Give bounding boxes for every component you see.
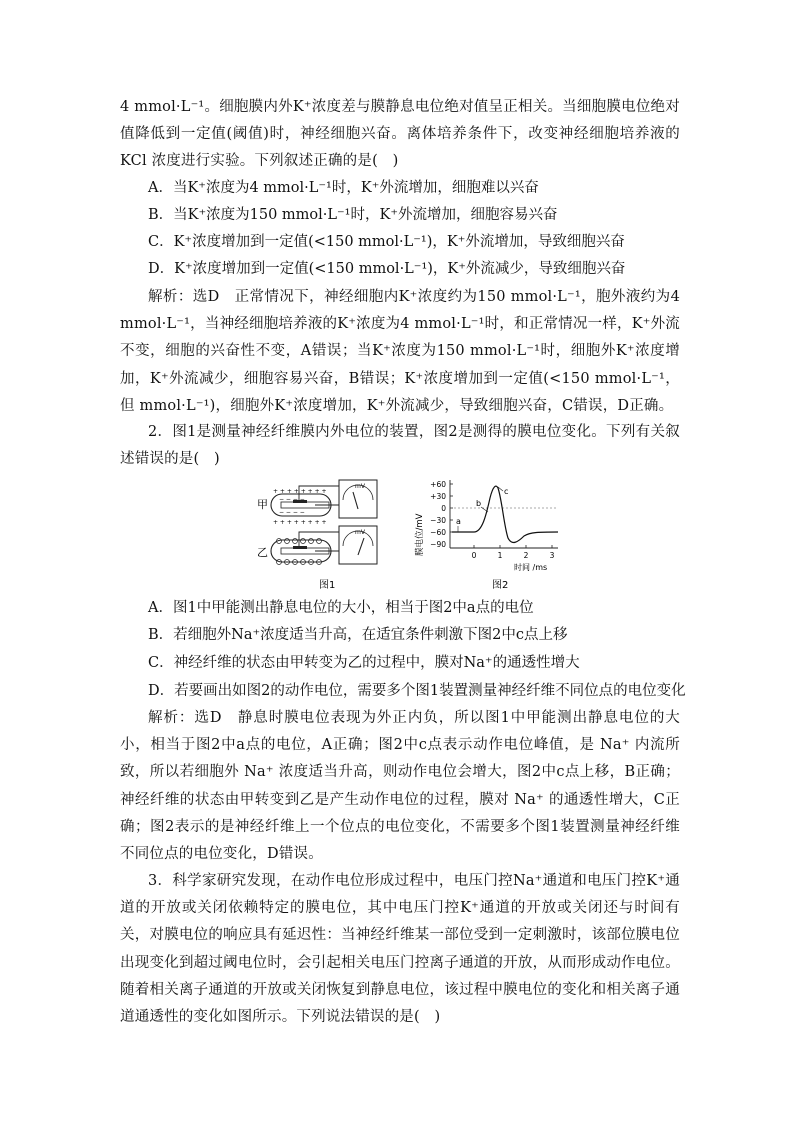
q2-option-a: A．图1中甲能测出静息电位的大小，相当于图2中a点的电位 [148,600,534,616]
fig2-point-b: b [476,499,482,508]
svg-text:− − − −: − − − − [279,509,305,516]
fig2-ylabel: 膜电位/mV [415,513,425,556]
figure-1 [255,478,405,594]
svg-text:+ + + + + + + +: + + + + + + + + [273,519,327,526]
fig1-label-jia: 甲 [257,498,268,511]
fig2-ytick: 0 [441,504,446,513]
fig2-caption: 图2 [492,580,509,591]
q1-analysis: 解析：选D 正常情况下，神经细胞内K⁺浓度约为150 mmol·L⁻¹，胞外液约为4 mmol·L⁻¹，当神经细胞培养液的K⁺浓度为4 mmol·L⁻¹时，和正常情况一样，K⁺外流不变，细胞的兴奋性不变，A错误；当K⁺浓度为150 mmol·L⁻¹时，细胞外K⁺浓度增加，K⁺外流减少，细胞容易兴奋，B错误；K⁺浓度增加到一定值(<150 mmol·L⁻¹，但 mmol·L⁻¹)，细胞外K⁺浓度增加，K⁺外流减少，导致细胞兴奋，C错误，D正确。 [120,289,680,414]
q2-option-b: B．若细胞外Na⁺浓度适当升高，在适宜条件刺激下图2中c点上移 [148,627,568,643]
fig2-ytick: −60 [430,528,446,537]
svg-text:+ + + + + + + +: + + + + + + + + [273,488,327,495]
svg-text:mV: mV [355,529,365,536]
q1-option-d: D．K⁺浓度增加到一定值(<150 mmol·L⁻¹)，K⁺外流减少，导致细胞兴奋 [148,261,626,277]
fig1-caption: 图1 [319,580,336,591]
fig2-ytick: +30 [430,492,446,501]
q2-stem: 2．图1是测量神经纤维膜内外电位的装置，图2是测得的膜电位变化。下列有关叙述错误的是( ) [120,424,680,468]
q1-option-c: C．K⁺浓度增加到一定值(<150 mmol·L⁻¹)，K⁺外流增加，导致细胞兴奋 [148,234,625,250]
fig2-xtick: 0 [471,551,477,560]
svg-text:− − − −: − − − − [279,496,305,503]
fig2-xtick: 1 [497,551,503,560]
q3-stem: 3．科学家研究发现，在动作电位形成过程中，电压门控Na⁺通道和电压门控K⁺通道的开放或关闭依赖特定的膜电位，其中电压门控K⁺通道的开放或关闭还与时间有关，对膜电位的响应具有延迟性：当神经纤维某一部位受到一定刺激时，该部位膜电位出现变化到超过阈电位时，会引起相关电压门控离子通道的开放，从而形成动作电位。随着相关离子通道的开放或关闭恢复到静息电位，该过程中膜电位的变化和相关离子通道通透性的变化如图所示。下列说法错误的是( ) [120,873,680,1026]
fig2-xtick: 3 [549,551,555,560]
q1-intro: 4 mmol·L⁻¹。细胞膜内外K⁺浓度差与膜静息电位绝对值呈正相关。当细胞膜电位绝对值降低到一定值(阈值)时，神经细胞兴奋。离体培养条件下，改变神经细胞培养液的KCl 浓度进行实验。下列叙述正确的是( ) [120,99,680,170]
fig2-point-c: c [504,487,509,496]
fig2-ytick: +60 [430,480,446,489]
fig2-ytick: −90 [430,540,446,549]
q1-option-a: A．当K⁺浓度为4 mmol·L⁻¹时，K⁺外流增加，细胞难以兴奋 [148,180,539,196]
fig2-point-a: a [456,517,461,526]
fig2-xlabel: 时间 /ms [514,563,548,572]
svg-text:mV: mV [355,483,365,490]
fig2-xtick: 2 [523,551,529,560]
q1-option-b: B．当K⁺浓度为150 mmol·L⁻¹时，K⁺外流增加，细胞容易兴奋 [148,207,558,223]
fig1-label-yi: 乙 [257,546,268,559]
q2-option-d: D．若要画出如图2的动作电位，需要多个图1装置测量神经纤维不同位点的电位变化 [148,683,686,699]
q2-analysis: 解析：选D 静息时膜电位表现为外正内负，所以图1中甲能测出静息电位的大小，相当于图2中a点的电位，A正确；图2中c点表示动作电位峰值，是 Na⁺ 内流所致，所以若细胞外 Na⁺ 浓度适当升高，则动作电位会增大，图2中c点上移，B正确；神经纤维的状态由甲转变到乙是产生动作电位的过程，膜对 Na⁺ 的通透性增大，C正确；图2表示的是神经纤维上一个位点的电位变化，不需要多个图1装置测量神经纤维不同位点的电位变化，D错误。 [120,710,680,863]
figure-2 [410,476,570,596]
q2-option-c: C．神经纤维的状态由甲转变为乙的过程中，膜对Na⁺的通透性增大 [148,655,580,671]
fig2-ytick: −30 [430,516,446,525]
